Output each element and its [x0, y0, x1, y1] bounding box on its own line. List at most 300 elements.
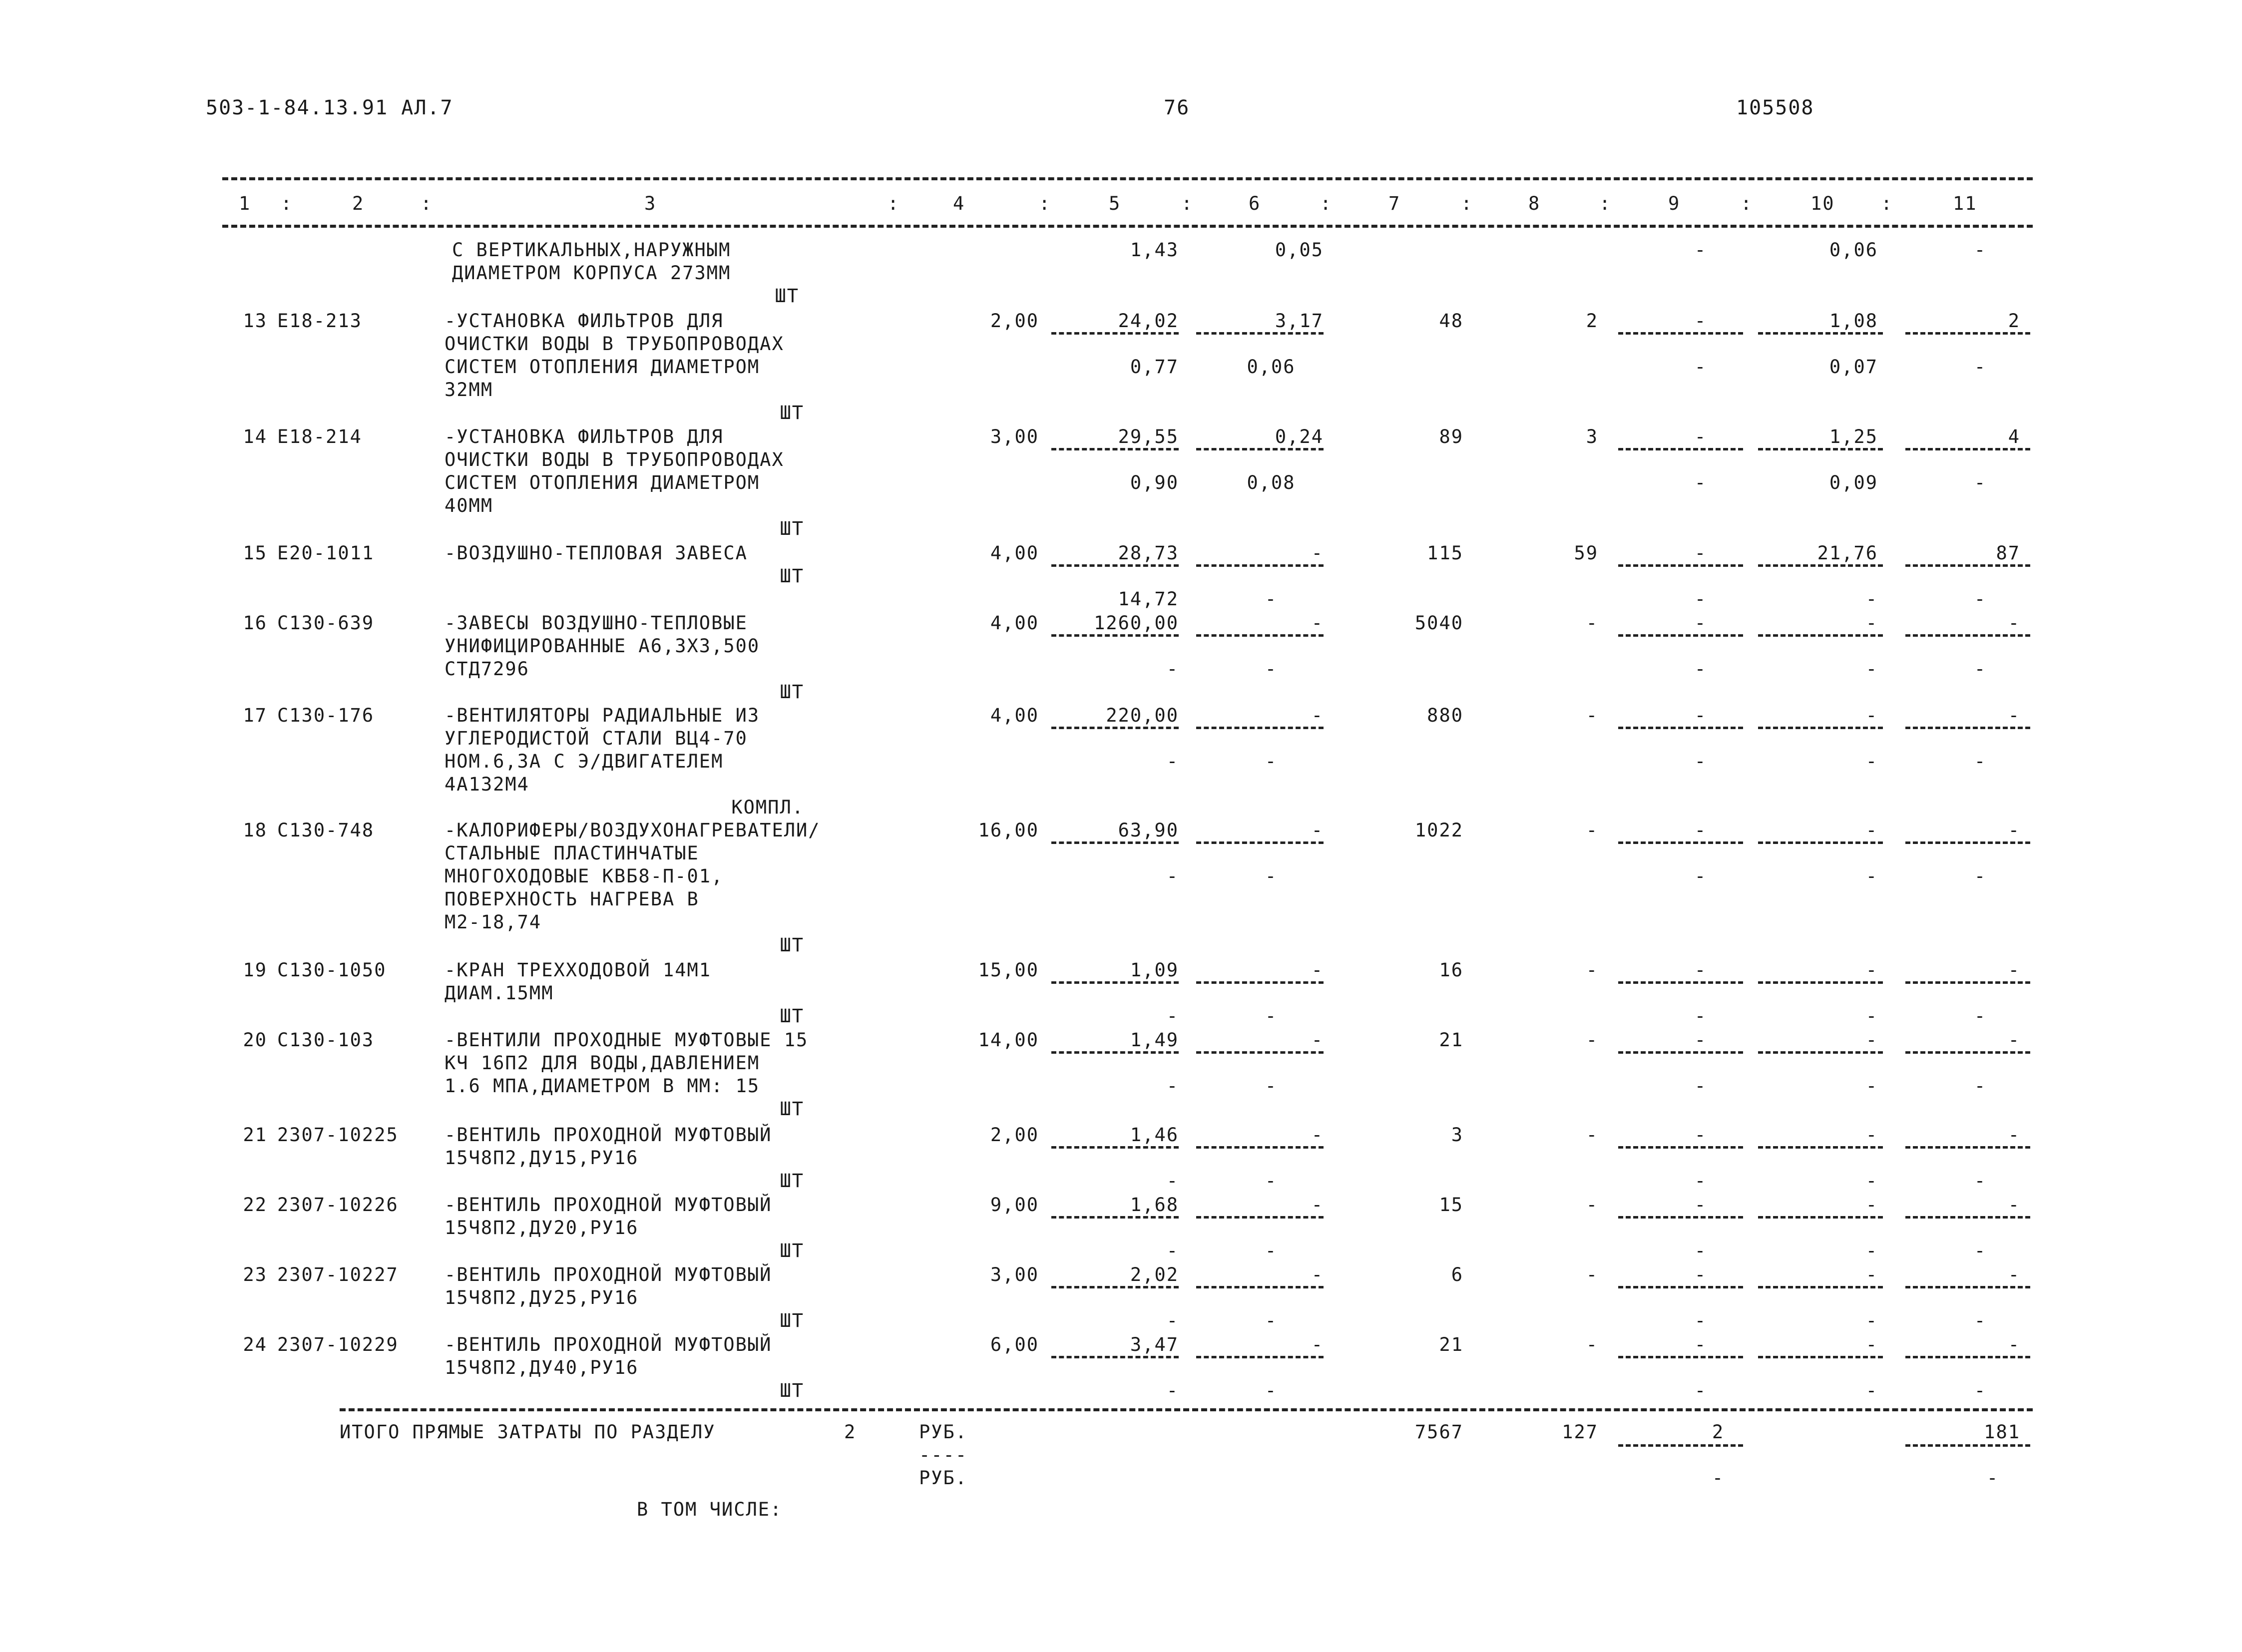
underline	[1758, 841, 1883, 844]
description-line: ДИАМ.15ММ	[445, 982, 554, 1004]
cell-col9-b: -	[1694, 865, 1707, 887]
cell-col11-b: -	[1974, 1005, 1987, 1027]
cell-col10-b: -	[1865, 1240, 1878, 1261]
underline	[1905, 1286, 2030, 1288]
description-line: -ВОЗДУШНО-ТЕПЛОВАЯ ЗАВЕСА	[445, 542, 748, 564]
row-number: 17	[243, 705, 267, 726]
underline	[1196, 1356, 1324, 1358]
row-number: 23	[243, 1264, 267, 1285]
col-header: 2	[352, 193, 365, 214]
description-line: -УСТАНОВКА ФИЛЬТРОВ ДЛЯ	[445, 426, 724, 447]
cell-col9-b: -	[1694, 1240, 1707, 1261]
cell-col11-b: -	[1974, 239, 1987, 261]
underline	[1905, 332, 2030, 335]
cell-col11-b: -	[1974, 865, 1987, 887]
cell-col7: 1022	[1414, 820, 1463, 841]
underline	[1051, 1216, 1179, 1219]
unit: КОМПЛ.	[731, 797, 804, 818]
underline	[1905, 564, 2030, 567]
cell-col10-b: -	[1865, 1380, 1878, 1401]
row-number: 13	[243, 310, 267, 332]
cell-col5: 220,00	[1106, 705, 1179, 726]
cell-col7: 21	[1439, 1029, 1463, 1051]
rate-code: 2307-10225	[277, 1124, 399, 1146]
description-line: СИСТЕМ ОТОПЛЕНИЯ ДИАМЕТРОМ	[445, 472, 760, 493]
row-number: 20	[243, 1029, 267, 1051]
cell-col8: -	[1586, 820, 1598, 841]
underline	[1905, 1216, 2030, 1219]
cell-col11-b: -	[1974, 1170, 1987, 1192]
underline	[1905, 841, 2030, 844]
underline	[1905, 727, 2030, 729]
underline	[1196, 1051, 1324, 1054]
cell-col10-b: -	[1865, 865, 1878, 887]
cell-col7: 6	[1451, 1264, 1463, 1285]
row-number: 15	[243, 542, 267, 564]
col-sep: :	[1461, 193, 1473, 214]
col-header: 6	[1249, 193, 1261, 214]
underline	[1905, 1051, 2030, 1054]
cell-col9: -	[1694, 1334, 1707, 1355]
cell-col5-b: 14,72	[1118, 588, 1179, 610]
cell-col11-b: -	[1974, 356, 1987, 378]
unit: ШТ	[780, 1380, 804, 1401]
cell-col10-b: -	[1865, 588, 1878, 610]
unit: ШТ	[780, 402, 804, 423]
underline	[1618, 1146, 1743, 1149]
cell-col11-b: -	[1974, 588, 1987, 610]
cell-col10: -	[1865, 959, 1878, 981]
cell-col6: 3,17	[1275, 310, 1324, 332]
rate-code: Е20-1011	[277, 542, 375, 564]
cell-col10: -	[1865, 1194, 1878, 1216]
cell-col7: 115	[1427, 542, 1463, 564]
description-line: КЧ 16П2 ДЛЯ ВОДЫ,ДАВЛЕНИЕМ	[445, 1052, 760, 1074]
col-sep: :	[1181, 193, 1194, 214]
cell-col10-b: -	[1865, 1075, 1878, 1097]
underline	[1051, 634, 1179, 637]
underline	[1051, 727, 1179, 729]
cell-col5-b: -	[1166, 1170, 1179, 1192]
col-header: 5	[1109, 193, 1121, 214]
col-header: 1	[239, 193, 251, 214]
total-col8: 127	[1562, 1421, 1598, 1443]
cell-col6: -	[1311, 705, 1324, 726]
underline	[1051, 1146, 1179, 1149]
col-sep: :	[1320, 193, 1333, 214]
cell-col10: 21,76	[1817, 542, 1878, 564]
cell-col11-b: -	[1974, 472, 1987, 493]
cell-col6-b: -	[1265, 588, 1278, 610]
cell-col5: 1260,00	[1094, 612, 1179, 634]
unit: ШТ	[780, 1170, 804, 1192]
unit: ШТ	[780, 1005, 804, 1027]
cell-col11-b: -	[1974, 751, 1987, 772]
underline	[1196, 841, 1324, 844]
cell-col7: 16	[1439, 959, 1463, 981]
cell-col6: -	[1311, 1194, 1324, 1216]
description-line: 40ММ	[445, 495, 493, 516]
cell-col11: -	[2008, 1124, 2020, 1146]
page-number: 76	[1164, 96, 1190, 119]
cell-col4: 16,00	[978, 820, 1039, 841]
underline	[1905, 1444, 2030, 1447]
cell-col8: 3	[1586, 426, 1598, 447]
cell-col5: 1,09	[1130, 959, 1179, 981]
row-number: 24	[243, 1334, 267, 1355]
cell-col6-b: -	[1265, 1310, 1278, 1331]
underline	[1905, 981, 2030, 984]
row-number: 19	[243, 959, 267, 981]
description-line: УНИФИЦИРОВАННЫЕ А6,3Х3,500	[445, 635, 760, 657]
col-sep: :	[1599, 193, 1612, 214]
description-line: 32ММ	[445, 379, 493, 401]
cell-col9: -	[1694, 426, 1707, 447]
footer-note: В ТОМ ЧИСЛЕ:	[637, 1499, 783, 1520]
cell-col10: -	[1865, 1124, 1878, 1146]
cell-col6-b: 0,08	[1247, 472, 1296, 493]
cell-col9-b: -	[1694, 1005, 1707, 1027]
cell-col10-b: -	[1865, 1005, 1878, 1027]
cell-col10: -	[1865, 1264, 1878, 1285]
description-line: -ВЕНТИЛЯТОРЫ РАДИАЛЬНЫЕ ИЗ	[445, 705, 760, 726]
col-sep: :	[1741, 193, 1753, 214]
cell-col4: 9,00	[990, 1194, 1039, 1216]
cell-col5-b: 1,43	[1130, 239, 1179, 261]
rate-code: 2307-10227	[277, 1264, 399, 1285]
cell-col7: 3	[1451, 1124, 1463, 1146]
underline	[1196, 1286, 1324, 1288]
rate-code: С130-103	[277, 1029, 375, 1051]
description-line: 1.6 МПА,ДИАМЕТРОМ В ММ: 15	[445, 1075, 760, 1097]
underline	[1196, 564, 1324, 567]
cell-col5-b: -	[1166, 1005, 1179, 1027]
cell-col4: 3,00	[990, 426, 1039, 447]
description-line: СТД7296	[445, 658, 529, 680]
cell-col5-b: -	[1166, 1240, 1179, 1261]
col-sep: :	[1039, 193, 1051, 214]
cell-col6-b: -	[1265, 1170, 1278, 1192]
cell-col11: -	[2008, 1194, 2020, 1216]
rate-code: С130-639	[277, 612, 375, 634]
underline	[1618, 1286, 1743, 1288]
cell-col9: -	[1694, 1029, 1707, 1051]
cell-col9: -	[1694, 959, 1707, 981]
description-line: 15Ч8П2,ДУ25,РУ16	[445, 1287, 639, 1308]
cell-col8: -	[1586, 1124, 1598, 1146]
row-number: 14	[243, 426, 267, 447]
cell-col10-b: -	[1865, 751, 1878, 772]
cell-col9-b: -	[1694, 239, 1707, 261]
cell-col10: -	[1865, 1029, 1878, 1051]
underline	[1758, 1146, 1883, 1149]
rate-code: 2307-10226	[277, 1194, 399, 1216]
cell-col10-b: -	[1865, 1310, 1878, 1331]
cell-col8: -	[1586, 1194, 1598, 1216]
cell-col5: 2,02	[1130, 1264, 1179, 1285]
cell-col6: 0,24	[1275, 426, 1324, 447]
description-line: 15Ч8П2,ДУ20,РУ16	[445, 1217, 639, 1239]
underline	[1051, 841, 1179, 844]
underline	[1618, 1216, 1743, 1219]
cell-col11-b: -	[1974, 658, 1987, 680]
cell-col4: 4,00	[990, 705, 1039, 726]
description-line: -ЗАВЕСЫ ВОЗДУШНО-ТЕПЛОВЫЕ	[445, 612, 748, 634]
underline	[1051, 1286, 1179, 1288]
cell-col8: -	[1586, 1334, 1598, 1355]
cell-col6: -	[1311, 612, 1324, 634]
col-header: 7	[1388, 193, 1401, 214]
cell-col11-b: -	[1974, 1240, 1987, 1261]
cell-col6: -	[1311, 820, 1324, 841]
cell-col9: -	[1694, 1194, 1707, 1216]
cell-col10: -	[1865, 1334, 1878, 1355]
description-line: ПОВЕРХНОСТЬ НАГРЕВА В	[445, 888, 699, 910]
cell-col10: -	[1865, 820, 1878, 841]
cell-col5-b: -	[1166, 1075, 1179, 1097]
description-line: СТАЛЬНЫЕ ПЛАСТИНЧАТЫЕ	[445, 842, 699, 864]
cell-col9-b: -	[1694, 1075, 1707, 1097]
description-line: ОЧИСТКИ ВОДЫ В ТРУБОПРОВОДАХ	[445, 333, 784, 355]
cell-col6-b: 0,05	[1275, 239, 1324, 261]
description-line: МНОГОХОДОВЫЕ КВБ8-П-01,	[445, 865, 724, 887]
underline	[1051, 332, 1179, 335]
cell-col11: -	[2008, 612, 2020, 634]
cell-col7: 15	[1439, 1194, 1463, 1216]
cell-col8: -	[1586, 959, 1598, 981]
cell-col5: 3,47	[1130, 1334, 1179, 1355]
underline	[1051, 981, 1179, 984]
cell-col4: 4,00	[990, 542, 1039, 564]
total-col9-b: -	[1712, 1467, 1725, 1489]
cell-col10-b: -	[1865, 658, 1878, 680]
cell-col9: -	[1694, 1124, 1707, 1146]
total-unit-dash: ----	[919, 1444, 968, 1466]
cell-col9: -	[1694, 310, 1707, 332]
underline	[1905, 1356, 2030, 1358]
total-col9: 2	[1712, 1421, 1725, 1443]
table-header-rule	[222, 225, 2033, 228]
cell-col6-b: 0,06	[1247, 356, 1296, 378]
rate-code: Е18-213	[277, 310, 362, 332]
col-sep: :	[1881, 193, 1893, 214]
description-line: ДИАМЕТРОМ КОРПУСА 273ММ	[452, 262, 731, 284]
cell-col7: 21	[1439, 1334, 1463, 1355]
description-line: ОЧИСТКИ ВОДЫ В ТРУБОПРОВОДАХ	[445, 449, 784, 470]
cell-col8: -	[1586, 612, 1598, 634]
cell-col11: -	[2008, 1334, 2020, 1355]
cell-col6-b: -	[1265, 1075, 1278, 1097]
col-header: 10	[1810, 193, 1835, 214]
underline	[1758, 981, 1883, 984]
cell-col7: 89	[1439, 426, 1463, 447]
cell-col8: -	[1586, 705, 1598, 726]
total-section: 2	[844, 1421, 857, 1443]
cell-col4: 2,00	[990, 310, 1039, 332]
rate-code: Е18-214	[277, 426, 362, 447]
cell-col5-b: -	[1166, 1380, 1179, 1401]
unit: ШТ	[780, 518, 804, 539]
total-label: ИТОГО ПРЯМЫЕ ЗАТРАТЫ ПО РАЗДЕЛУ	[340, 1421, 716, 1443]
cell-col8: -	[1586, 1264, 1598, 1285]
rate-code: 2307-10229	[277, 1334, 399, 1355]
cell-col6: -	[1311, 959, 1324, 981]
cell-col6-b: -	[1265, 751, 1278, 772]
cell-col9-b: -	[1694, 1170, 1707, 1192]
description-line: -КАЛОРИФЕРЫ/ВОЗДУХОНАГРЕВАТЕЛИ/	[445, 820, 821, 841]
description-line: С ВЕРТИКАЛЬНЫХ,НАРУЖНЫМ	[452, 239, 731, 261]
cell-col4: 2,00	[990, 1124, 1039, 1146]
cell-col5-b: -	[1166, 658, 1179, 680]
col-header: 3	[644, 193, 657, 214]
row-number: 16	[243, 612, 267, 634]
total-col11: 181	[1984, 1421, 2020, 1443]
cell-col11: -	[2008, 1029, 2020, 1051]
underline	[1196, 332, 1324, 335]
rate-code: С130-176	[277, 705, 375, 726]
description-line: -ВЕНТИЛЬ ПРОХОДНОЙ МУФТОВЫЙ	[445, 1124, 772, 1146]
description-line: -ВЕНТИЛИ ПРОХОДНЫЕ МУФТОВЫЕ 15	[445, 1029, 809, 1051]
underline	[1618, 727, 1743, 729]
cell-col5-b: -	[1166, 1310, 1179, 1331]
cell-col6-b: -	[1265, 658, 1278, 680]
underline	[1758, 1356, 1883, 1358]
cell-col6: -	[1311, 1124, 1324, 1146]
underline	[1618, 1356, 1743, 1358]
row-number: 22	[243, 1194, 267, 1216]
cell-col5: 29,55	[1118, 426, 1179, 447]
col-header: 4	[953, 193, 965, 214]
description-line: М2-18,74	[445, 911, 542, 933]
cell-col10-b: -	[1865, 1170, 1878, 1192]
cell-col5: 24,02	[1118, 310, 1179, 332]
underline	[1905, 634, 2030, 637]
cell-col9: -	[1694, 542, 1707, 564]
cell-col10-b: 0,06	[1829, 239, 1878, 261]
row-number: 18	[243, 820, 267, 841]
cell-col10-b: 0,09	[1829, 472, 1878, 493]
cell-col4: 3,00	[990, 1264, 1039, 1285]
total-unit-2: РУБ.	[919, 1467, 968, 1489]
underline	[1196, 634, 1324, 637]
underline	[1618, 841, 1743, 844]
cell-col9: -	[1694, 820, 1707, 841]
cell-col5: 28,73	[1118, 542, 1179, 564]
unit: ШТ	[780, 934, 804, 956]
cell-col9-b: -	[1694, 356, 1707, 378]
cell-col11: -	[2008, 1264, 2020, 1285]
cell-col6: -	[1311, 1029, 1324, 1051]
underline	[1905, 448, 2030, 450]
cell-col6-b: -	[1265, 1380, 1278, 1401]
cell-col11: 4	[2008, 426, 2020, 447]
description-line: -ВЕНТИЛЬ ПРОХОДНОЙ МУФТОВЫЙ	[445, 1194, 772, 1216]
cell-col9-b: -	[1694, 1310, 1707, 1331]
unit: ШТ	[780, 1310, 804, 1331]
description-line: -УСТАНОВКА ФИЛЬТРОВ ДЛЯ	[445, 310, 724, 332]
cell-col8: 2	[1586, 310, 1598, 332]
cell-col6: -	[1311, 542, 1324, 564]
cell-col5-b: 0,90	[1130, 472, 1179, 493]
cell-col10: 1,25	[1829, 426, 1878, 447]
underline	[1905, 1146, 2030, 1149]
description-line: -КРАН ТРЕХХОДОВОЙ 14М1	[445, 959, 712, 981]
underline	[1051, 1356, 1179, 1358]
cell-col11: 87	[1996, 542, 2020, 564]
col-header: 9	[1668, 193, 1681, 214]
underline	[1758, 634, 1883, 637]
cell-col6: -	[1311, 1264, 1324, 1285]
description-line: 15Ч8П2,ДУ15,РУ16	[445, 1147, 639, 1169]
description-line: НОМ.6,3А С Э/ДВИГАТЕЛЕМ	[445, 751, 724, 772]
cell-col9: -	[1694, 612, 1707, 634]
underline	[1196, 448, 1324, 450]
doc-number: 105508	[1736, 96, 1814, 119]
cell-col4: 15,00	[978, 959, 1039, 981]
cell-col7: 880	[1427, 705, 1463, 726]
cell-col5-b: -	[1166, 751, 1179, 772]
cell-col4: 6,00	[990, 1334, 1039, 1355]
col-header: 11	[1953, 193, 1977, 214]
cell-col10: 1,08	[1829, 310, 1878, 332]
cell-col9: -	[1694, 1264, 1707, 1285]
cell-col9-b: -	[1694, 472, 1707, 493]
underline	[1758, 564, 1883, 567]
table-bottom-rule	[340, 1408, 2033, 1411]
cell-col6-b: -	[1265, 865, 1278, 887]
description-line: СИСТЕМ ОТОПЛЕНИЯ ДИАМЕТРОМ	[445, 356, 760, 378]
underline	[1618, 1051, 1743, 1054]
cell-col4: 14,00	[978, 1029, 1039, 1051]
description-line: -ВЕНТИЛЬ ПРОХОДНОЙ МУФТОВЫЙ	[445, 1264, 772, 1285]
col-sep: :	[421, 193, 433, 214]
cell-col11-b: -	[1974, 1380, 1987, 1401]
cell-col9: -	[1694, 705, 1707, 726]
underline	[1051, 1051, 1179, 1054]
underline	[1758, 1051, 1883, 1054]
rate-code: С130-1050	[277, 959, 387, 981]
underline	[1758, 727, 1883, 729]
underline	[1758, 332, 1883, 335]
underline	[1618, 634, 1743, 637]
cell-col10: -	[1865, 705, 1878, 726]
row-number: 21	[243, 1124, 267, 1146]
unit: ШТ	[780, 565, 804, 587]
cell-col11-b: -	[1974, 1310, 1987, 1331]
rate-code: С130-748	[277, 820, 375, 841]
cell-col11: 2	[2008, 310, 2020, 332]
cell-col5: 1,68	[1130, 1194, 1179, 1216]
unit: ШТ	[780, 1240, 804, 1261]
underline	[1758, 1216, 1883, 1219]
cell-col11: -	[2008, 820, 2020, 841]
cell-col11: -	[2008, 705, 2020, 726]
cell-col10-b: 0,07	[1829, 356, 1878, 378]
underline	[1618, 332, 1743, 335]
underline	[1618, 981, 1743, 984]
cell-col5-b: 0,77	[1130, 356, 1179, 378]
cell-col6-b: -	[1265, 1005, 1278, 1027]
cell-col8: -	[1586, 1029, 1598, 1051]
description-line: -ВЕНТИЛЬ ПРОХОДНОЙ МУФТОВЫЙ	[445, 1334, 772, 1355]
cell-col5: 63,90	[1118, 820, 1179, 841]
underline	[1051, 564, 1179, 567]
total-col11-b: -	[1986, 1467, 1999, 1489]
cell-col7: 48	[1439, 310, 1463, 332]
total-col7: 7567	[1414, 1421, 1463, 1443]
underline	[1196, 1216, 1324, 1219]
cell-col8: 59	[1574, 542, 1598, 564]
